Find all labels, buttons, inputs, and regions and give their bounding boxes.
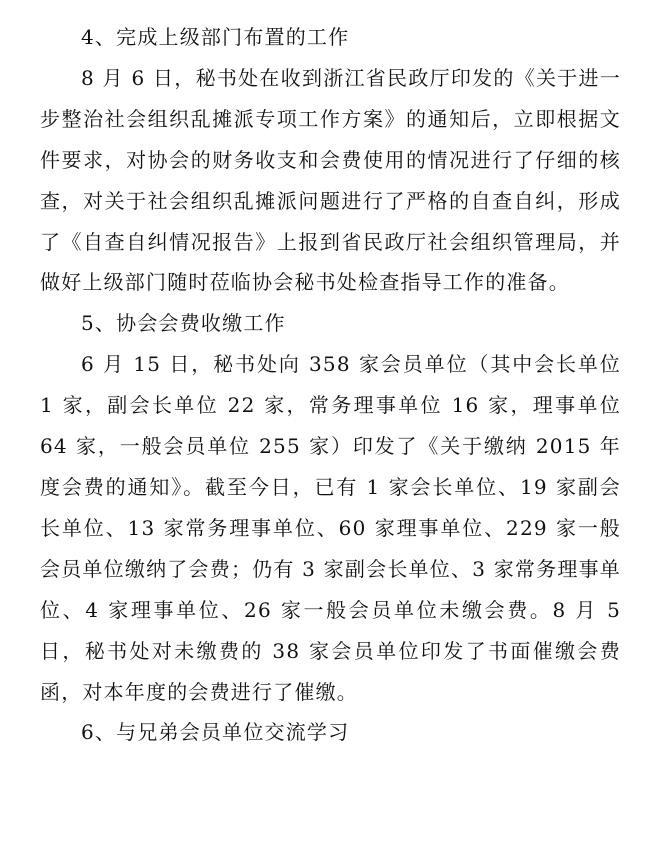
section-heading-4: 4、完成上级部门布置的工作: [81, 25, 350, 49]
section-body-5: 6 月 15 日，秘书处向 358 家会员单位（其中会长单位 1 家，副会长单位 22 家，常务理事单位 16 家，理事单位 64 家，一般会员单位 255 家）印发了《关于缴纳 2015 年度会费的通知》。截至今日，已有 1 家会长单位、19 家副会长单位、13 家常务理事单位、60 家理事单位、229 家一般会员单位缴纳了会费；仍有 3 家副会长单位、3 家常务理事单位、4 家理事单位、26 家一般会员单位未缴会费。8 月 5 日，秘书处对未缴费的 38 家会员单位印发了书面催缴会费函，对本年度的会费进行了催缴。: [40, 352, 621, 704]
document-page: [40, 17, 621, 753]
section-body-4: 8 月 6 日，秘书处在收到浙江省民政厅印发的《关于进一步整治社会组织乱摊派专项工作方案》的通知后，立即根据文件要求，对协会的财务收支和会费使用的情况进行了仔细的核查，对关于社会组织乱摊派问题进行了严格的自查自纠，形成了《自查自纠情况报告》上报到省民政厅社会组织管理局，并做好上级部门随时莅临协会秘书处检查指导工作的准备。: [40, 65, 621, 295]
section-heading-6: 6、与兄弟会员单位交流学习: [81, 720, 350, 745]
section-heading-5: 5、协会会费收缴工作: [81, 311, 286, 336]
